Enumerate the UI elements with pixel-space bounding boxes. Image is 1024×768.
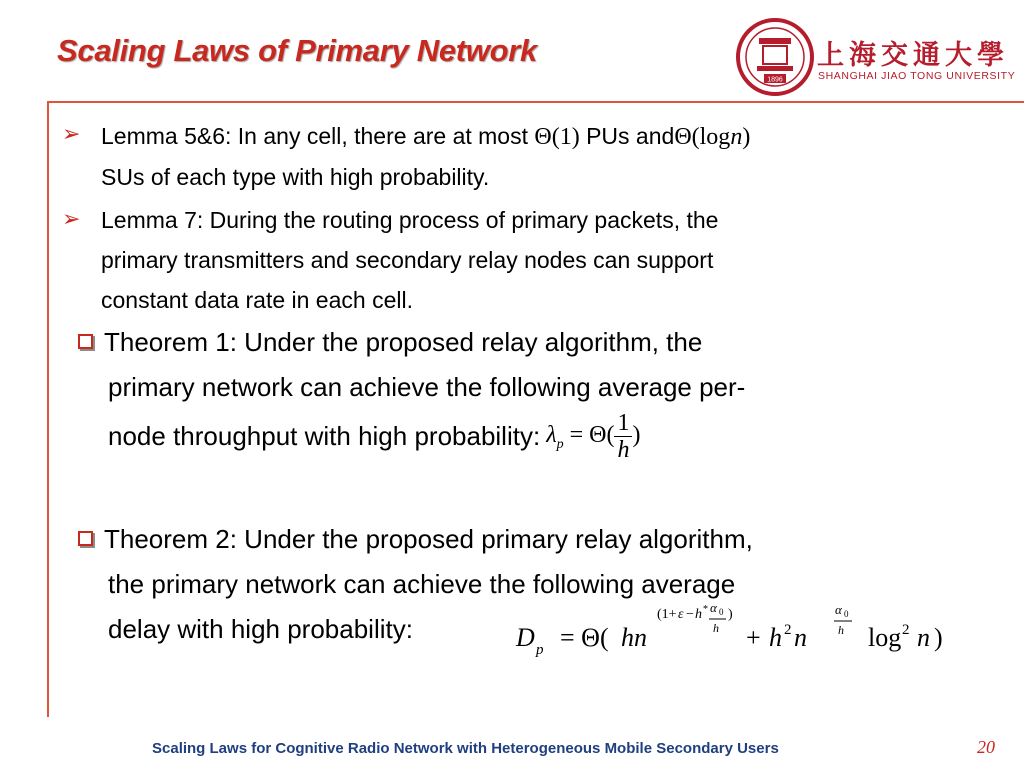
left-rule [47, 101, 49, 717]
square-bullet-icon [78, 334, 93, 349]
header-rule [47, 101, 1024, 103]
svg-text:): ) [934, 623, 943, 652]
footer-text: Scaling Laws for Cognitive Radio Network with Heterogeneous Mobile Secondary Users [152, 740, 779, 757]
svg-text:log: log [868, 623, 902, 652]
svg-text:n: n [917, 623, 930, 652]
svg-text:): ) [728, 607, 733, 622]
svg-text:+: + [746, 623, 761, 652]
svg-text:= Θ(: = Θ( [560, 623, 609, 652]
logo-english-name: SHANGHAI JIAO TONG UNIVERSITY [818, 70, 1016, 82]
throughput-equation: $\lambda_p = \Theta$( $\frac{1}{h}$ ) [546, 410, 641, 463]
theta-1-math: Θ(1) [534, 124, 580, 150]
svg-text:−: − [686, 607, 694, 622]
arrow-bullet-icon: ➢ [62, 206, 81, 231]
lemma56-text: Lemma 5&6: In any cell, there are at most Θ(1) PUs andΘ(logn) SUs of each type with high probability. [101, 123, 751, 190]
theorem2-text: Theorem 2: Under the proposed primary relay algorithm, the primary network can achieve the following average delay with high probability: [104, 524, 753, 644]
slide-title: Scaling Laws of Primary Network [57, 33, 537, 68]
svg-text:*: * [703, 604, 708, 615]
page-number: 20 [977, 737, 995, 757]
svg-text:D: D [516, 623, 535, 652]
svg-text:hn: hn [621, 623, 647, 652]
svg-text:α: α [710, 600, 717, 615]
logo-year: 1896 [767, 76, 783, 84]
svg-text:2: 2 [784, 622, 792, 638]
logo-chinese-name: 上海交通大學 [817, 40, 1009, 71]
theta-log-n-math: Θ(logn) [674, 124, 751, 150]
svg-text:α: α [835, 602, 842, 617]
square-bullet-icon [78, 531, 93, 546]
theorem1-text: Theorem 1: Under the proposed relay algorithm, the primary network can achieve the following average per- node throughput with high probability: $\lambda_p = \Theta$( $\frac{1}{h}$ ) [104, 327, 746, 463]
delay-equation [514, 600, 974, 670]
svg-text:h: h [769, 623, 782, 652]
svg-text:2: 2 [902, 622, 910, 638]
svg-text:h: h [838, 623, 844, 637]
svg-text:ε: ε [678, 607, 684, 622]
arrow-bullet-icon: ➢ [62, 121, 81, 146]
svg-text:h: h [695, 607, 702, 622]
svg-text:n: n [794, 623, 807, 652]
svg-text:0: 0 [719, 607, 724, 617]
svg-text:(1+: (1+ [657, 607, 677, 622]
svg-text:p: p [536, 642, 544, 658]
lemma7-text: Lemma 7: During the routing process of primary packets, the primary transmitters and secondary relay nodes can support constant data rate in each cell. [101, 207, 719, 313]
svg-text:h: h [713, 621, 719, 635]
svg-text:0: 0 [844, 609, 849, 619]
